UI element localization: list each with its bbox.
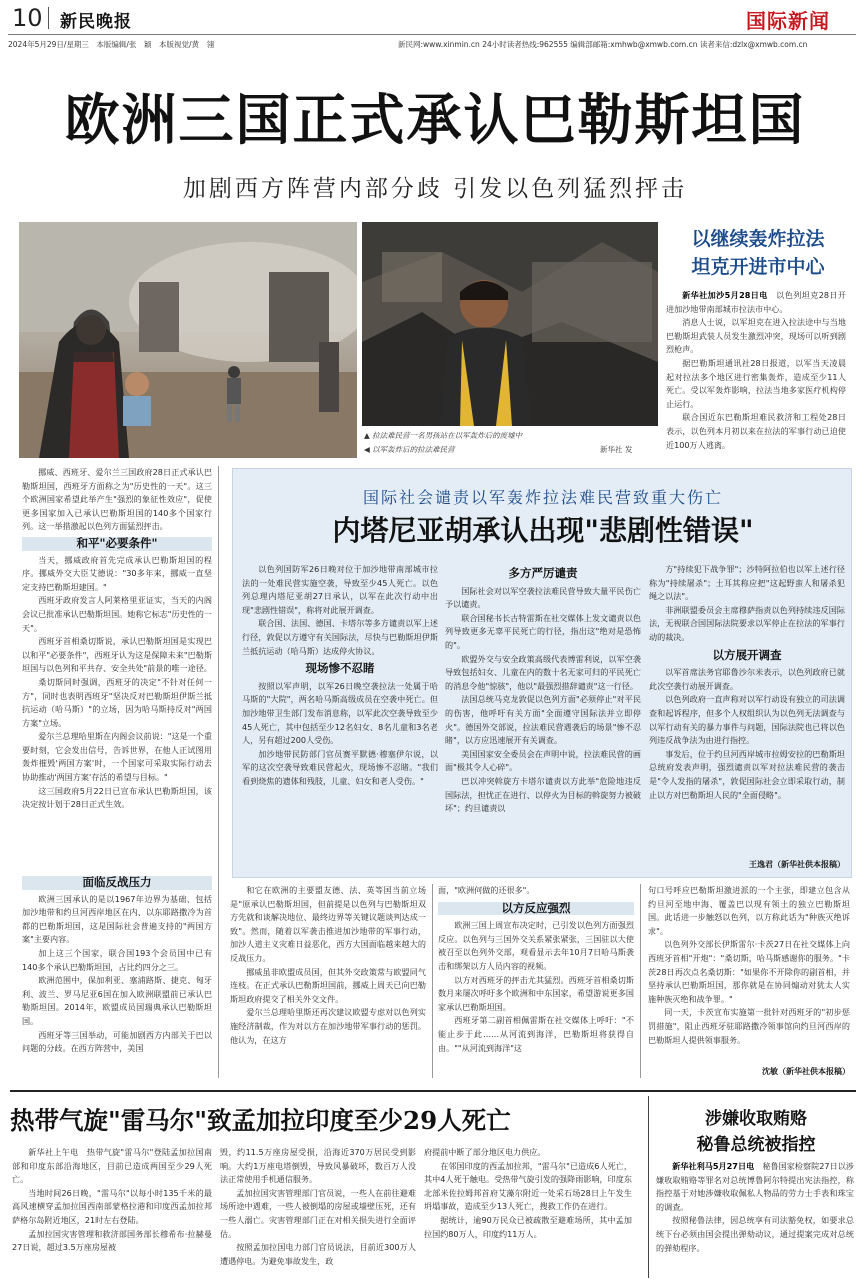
lead-headline: 欧洲三国正式承认巴勒斯坦国 (64, 87, 806, 152)
column-rule (432, 884, 433, 1078)
intro-paragraph: 加上这三个国家，联合国193个会员国中已有140多个承认巴勒斯坦国，占比约四分之三。 (22, 947, 212, 972)
intro-paragraph: 爱尔兰总理哈里斯在内阁会议前说："这是一个重要时刻，它会发出信号，告诉世界，在他人正试图用轰炸摧毁'两国方案'时，一个国家可采取实际行动去协助推动'两国方案'存活的希望与目标。" (22, 731, 212, 783)
page-number: 10 (12, 4, 43, 32)
subhead-investigation: 以方展开调查 (712, 647, 782, 662)
photo-caption-2: ◀ 以军轰炸后的拉法难民营 (364, 445, 455, 454)
peru-headline-1: 涉嫌收取贿赂 (705, 1109, 807, 1129)
subhead-israel-reaction: 以方反应强烈 (438, 902, 634, 916)
netanyahu-paragraph: 以色列政府一直声称对以军行动设有独立的司法调查和起诉程序，但多个人权组织认为以色列无法调查与以军行动有关的暴力事件与问题，国际法院也已将以色列违反战争法为由进行指控。 (649, 694, 845, 746)
netanyahu-paragraph: 加沙地带民防部门官员赛平默德·穆塞伊尔说，以军的这次空袭导致难民营起火，现场惨不忍睹。"我们看到烧焦的遗体和残肢，儿童、妇女和老人受伤。" (242, 748, 438, 786)
netanyahu-paragraph: 巴以冲突斡旋方卡塔尔谴责以方此举"危险地违反国际法，担忧正在进行、以停火为目标的斡旋努力被破坏"；约旦谴责以 (445, 775, 641, 814)
intro-paragraph: 这三国政府5月22日已宣布承认巴勒斯坦国，该决定按计划于28日正式生效。 (22, 785, 212, 810)
cyclone-paragraph: 按照孟加拉国电力部门官员说法，目前近300万人遭遇停电。为避免事故发生，政 (220, 1242, 416, 1266)
refugee-camp-scene (19, 222, 357, 458)
mid-col-2 (230, 884, 426, 1080)
netanyahu-headline: 内塔尼亚胡承认出现"悲剧性错误" (332, 514, 754, 547)
netanyahu-paragraph: 方"持续犯下战争罪"；沙特阿拉伯也以军上述行径称为"持续屠杀"；土耳其称应把"这起野蛮人和屠杀犯绳之以法"。 (649, 564, 845, 602)
netanyahu-paragraph: 按照以军声明，以军26日晚空袭拉法一处属于哈马斯的"大院"，两名哈马斯高级成员在空袭中死亡。但加沙地带卫生部门发布消息称，以军此次空袭导致至少45人死亡，其中包括至少12名妇女、8名儿童和3名老人，另有超过200人受伤。 (242, 680, 438, 746)
mid-paragraph: 挪威虽非欧盟成员国，但其外交政策常与欧盟同气连枝。在正式承认巴勒斯坦国前，挪威上周天已向巴勒斯坦政府提交了相关外交文件。 (230, 966, 426, 1004)
peru-headline-2: 秘鲁总统被指控 (696, 1135, 816, 1155)
subhead-condemn: 多方严厉谴责 (508, 567, 578, 580)
intro-column-lower (22, 876, 212, 1076)
cyclone-paragraph: 据统计，逾90万民众已被疏散至避难场所，其中孟加拉国约80万人，印度约11万人。 (424, 1214, 632, 1239)
netanyahu-paragraph: 以色列国防军26日晚对位于加沙地带南部城市拉法的一处难民营实施空袭，导致至少45人死亡。以色列总理内塔尼亚胡27日承认，以军在此次行动中出现"悲剧性错误"，称将对此展开调查。 (242, 564, 438, 615)
netanyahu-paragraph: 联合国、法国、德国、卡塔尔等多方谴责以军上述行径，敦促以方遵守有关国际法，尽快与巴勒斯坦伊斯兰抵抗运动（哈马斯）达成停火协议。 (242, 618, 438, 656)
netanyahu-col-c (649, 563, 845, 859)
boy-photo (362, 222, 658, 426)
rafah-paragraph: 消息人士说，以军坦克在进入拉法途中与当地巴勒斯坦武装人员发生激烈冲突，现场可以听到剧烈枪声。 (666, 317, 846, 355)
rafah-body (666, 289, 846, 457)
netanyahu-paragraph: 非洲联盟委员会主席穆萨指责以色列持续违反国际法，无视联合国国际法院要求以军停止在拉法的军事行动的裁决。 (649, 604, 845, 642)
lead-subhead: 加剧西方阵营内部分歧 引发以色列猛烈抨击 (182, 176, 688, 202)
netanyahu-kicker: 国际社会谴责以军轰炸拉法难民营致重大伤亡 (362, 488, 723, 507)
intro-paragraph: 欧洲范围中，保加利亚、塞浦路斯、捷克、匈牙利、波兰、罗马尼亚6国在加入欧洲联盟前已承认巴勒斯坦国。2014年，欧盟成员国瑞典承认巴勒斯坦国。 (22, 975, 212, 1026)
column-rule (648, 1096, 649, 1278)
netanyahu-col-b (445, 567, 641, 875)
intro-paragraph: 挪威、西班牙、爱尔兰三国政府28日正式承认巴勒斯坦国，西班牙方面称之为"历史性的一天"。这三个欧洲国家希望此举产生"强烈的象征性效应"，促使更多国家加入已承认巴勒斯坦国的140多个国家行列。这一举措激起以色列方面猛烈抨击。 (22, 467, 212, 532)
column-rule (640, 884, 641, 1078)
rafah-headline-2: 坦克开进市中心 (691, 256, 825, 278)
intro-paragraph: 桑切斯同时强调，西班牙的决定"不针对任何一方"，同时也表明西班牙"坚决反对巴勒斯坦伊斯兰抵抗运动（哈马斯）"的立场，因为哈马斯持反对"两国方案"立场。 (22, 676, 212, 728)
netanyahu-col-a (242, 563, 438, 875)
mid-paragraph: 爱尔兰总理哈里斯还再次建议欧盟专虑对以色列实施经济制裁，作为对以方在加沙地带军事行动的惩罚。他认为，在这方 (230, 1007, 426, 1045)
intro-paragraph: 西班牙首相桑切斯说，承认巴勒斯坦国是实现巴以和平"必要条件"，西班牙认为这是保障未来"巴勒斯坦国与以色列和平共存、安全共处"前景的唯一途径。 (22, 636, 212, 674)
refugee-camp-photo (19, 222, 357, 458)
photo-credit: 新华社 发 (600, 445, 633, 454)
intro-paragraph: 西班牙政府发言人阿莱格里亚证实，当天的内阁会议已批准承认巴勒斯坦国。她称它标志"历史性的一天"。 (22, 595, 212, 633)
peru-body (656, 1160, 854, 1278)
mid-paragraph: 以色列外交部长伊斯雷尔·卡茨27日在社交媒体上向西班牙首相"开炮"："桑切斯，哈马斯感谢你的服务。"卡茨28日再次点名桑切斯："如果你不开除你的副首相，并坚持承认巴勒斯坦国，那你就是在协同煽动对犹太人实施种族灭绝和战争罪。" (648, 939, 850, 1004)
section-rule (10, 1090, 856, 1092)
cyclone-col-1 (12, 1146, 212, 1278)
mid-signature: 沈敏（新华社供本报稿） (762, 1067, 850, 1076)
masthead-rule (8, 34, 856, 35)
mid-paragraph: 句口号呼应巴勒斯坦激进派的一个主张，即建立包含从约旦河至地中海、覆盖巴以现有领土的独立巴勒斯坦国。此话进一步触怒以色列，以方称此话为"种族灭绝诉求"。 (648, 885, 850, 936)
netanyahu-paragraph: 以军首席法务官耶鲁沙尔米表示，以色列政府已就此次空袭行动展开调查。 (649, 667, 845, 691)
peru-paragraph: 秘鲁国家检察院27日以涉嫌收取贿赂等罪名对总统博鲁阿尔特提出宪法指控，称指控基于对她涉嫌收取佩私人物品的劳力士手表和珠宝的调查。 (656, 1161, 854, 1212)
rafah-paragraph: 以色列坦克28日开进加沙地带南部城市拉法市中心。 (666, 290, 846, 314)
netanyahu-paragraph: 联合国秘书长古特雷斯在社交媒体上发文谴责以色列导致更多无辜平民死亡的行径，指出这"绝对是恐怖的"。 (445, 612, 641, 650)
peru-paragraph: 按照秘鲁法律，因总统享有司法豁免权，如要求总统下台必须由国会提出弹劾动议，通过提案完成对总统的弹劾程序。 (656, 1215, 854, 1253)
rafah-byline: 新华社加沙5月28日电 (682, 290, 768, 300)
rafah-headline-1: 以继续轰炸拉法 (691, 228, 825, 250)
peru-byline: 新华社利马5月27日电 (672, 1161, 755, 1171)
mid-paragraph: 和它在欧洲的主要盟友德、法、英等国当前立场是"原承认巴勒斯坦国，但前提是以色列与巴勒斯坦双方先就和谈解决地位、最终边界等关键议题谈判达成一致"。然而，随着以军袭击推进加沙地带的军事行动，加沙人道主义灾难日益恶化，西方大国面临越来越大的反战压力。 (230, 885, 426, 963)
page-number-divider (48, 7, 49, 29)
intro-paragraph: 西班牙等三国举动，可能加剧西方内部关于巴以问题的分歧。在西方阵营中，美国 (22, 1029, 212, 1054)
cyclone-paragraph: 在邻国印度的西孟加拉邦，"雷马尔"已造成6人死亡，其中4人死于触电。受热带气旋引发的强降雨影响，印度东北部米佐拉姆邦首府艾藻尔附近一处采石场28日上午发生坍塌事故，造成至少13人死亡，搜救工作仍在进行。 (424, 1160, 632, 1212)
subhead-scene: 现场惨不忍睹 (305, 661, 375, 676)
mid-col-4 (648, 884, 850, 1064)
rafah-paragraph: 据巴勒斯坦通讯社28日报道，以军当天凌晨起对拉法多个地区进行密集轰炸，造成至少11人死亡。受以军轰炸影响，拉法当地多家医疗机构停止运行。 (666, 357, 846, 409)
rafah-paragraph: 联合国近东巴勒斯坦难民救济和工程处28日表示，以色列本月初以来在拉法的军事行动已迫使近100万人逃离。 (666, 412, 846, 450)
paper-logo: 新民晚报 (60, 12, 132, 32)
intro-paragraph: 欧洲三国承认的是以1967年边界为基础、包括加沙地带和约旦河西岸地区在内、以东耶路撒冷为首都的巴勒斯坦国，这是国际社会普遍支持的"两国方案"主要内容。 (22, 893, 212, 945)
mid-paragraph: 欧洲三国上周宣布决定时，已引发以色列方面强烈反应。以色列与三国外交关系紧张紧张，三国驻以大使被召至以色列外交部，观看显示去年10月7日哈马斯袭击和绑架以方人员内容的视频。 (438, 920, 634, 971)
mid-paragraph: 面，"欧洲何做的还很多"。 (438, 885, 535, 895)
cyclone-paragraph: 孟加拉国灾害管理部门官员说，一些人在前往避难场所途中遇难，一些人被倒塌的房屋或墙壁压死，还有一些人溺亡。灾害管理部门正在对相关损失进行全面评估。 (220, 1187, 416, 1239)
netanyahu-paragraph: 国际社会对以军空袭拉法难民营导致大量平民伤亡予以谴责。 (445, 585, 641, 610)
contact-line: 新民网:www.xinmin.cn 24小时读者热线:962555 编辑部邮箱:xmhwb@xmwb.com.cn 读者来信:dzlx@xmwb.com.cn (398, 40, 808, 49)
cyclone-paragraph: 当地时间26日晚，"雷马尔"以每小时135千米的最高风速横穿孟加拉国西南部蒙格拉港和印度西孟加拉邦萨格尔岛附近地区，21时左右登陆。 (12, 1187, 212, 1225)
netanyahu-paragraph: 美国国家安全委员会在声明中说，拉法难民营的画面"极其令人心碎"。 (445, 748, 641, 773)
section-title: 国际新闻 (746, 9, 830, 33)
cyclone-headline: 热带气旋"雷马尔"致孟加拉印度至少29人死亡 (10, 1106, 511, 1135)
cyclone-paragraph: 毁，约11.5万座房屋受损，沿海近370万居民受到影响。大约1万座电塔倒毁，导致风暴破坏，数百万人没法正常使用手机通信服务。 (220, 1147, 416, 1185)
date-line: 2024年5月29日/星期三 本版编辑/张 颖 本版视觉/黄 翎 (8, 40, 214, 49)
cyclone-paragraph: 孟加拉国灾害管理和救济部国务部长穆希布·拉赫曼27日说，超过3.5万座房屋被 (12, 1228, 212, 1253)
mid-paragraph: 西班牙第二副首相佩雷斯在社交媒体上呼吁："不能止步于此……从河流到海洋，巴勒斯坦将获得自由。""从河流到海洋"这 (438, 1015, 634, 1053)
mid-paragraph: 同一天，卡茨宣布实施第一批针对西班牙的"初步惩罚措施"，阻止西班牙驻耶路撒冷领事馆向约旦河西岸的巴勒斯坦人提供领事服务。 (648, 1007, 850, 1045)
cyclone-col-3 (424, 1146, 632, 1278)
mid-col-3 (438, 884, 634, 1080)
column-rule (218, 466, 219, 1078)
boy-in-rubble-scene (362, 222, 658, 426)
cyclone-paragraph: 新华社上午电 热带气旋"雷马尔"登陆孟加拉国南部和印度东部沿海地区，目前已造成两国至少29人死亡。 (12, 1147, 212, 1185)
netanyahu-signature: 王逸君（新华社供本报稿） (749, 860, 845, 869)
netanyahu-paragraph: 法国总统马克龙敦促以色列方面"必须停止"对平民的伤害，他呼吁有关方面"全面遵守国际法并立即停火"。德国外交部说，拉法难民营遇袭后的场景"惨不忍睹"，以方应迅速展开有关调查。 (445, 694, 641, 746)
intro-paragraph: 当天，挪威政府首先完成承认巴勒斯坦国的程序。挪威外交大臣艾德说："30多年来，挪威一直坚定支持巴勒斯坦建国。" (22, 554, 212, 592)
netanyahu-story-box (232, 468, 852, 878)
cyclone-paragraph: 府提前中断了部分地区电力供应。 (424, 1147, 546, 1157)
intro-subhead-pressure: 面临反战压力 (22, 876, 212, 890)
mid-paragraph: 以方对西班牙的抨击尤其猛烈。西班牙首相桑切斯数月来屡次呼吁多个欧洲和中东国家，希望游说更多国家承认巴勒斯坦国。 (438, 974, 634, 1012)
intro-subhead-peace: 和平"必要条件" (22, 537, 212, 551)
netanyahu-paragraph: 事发后，位于约旦河西岸城市拉姆安拉的巴勒斯坦总统府发表声明，强烈谴责以军对拉法难民营的袭击是"令人发指的屠杀"，敦促国际社会立即采取行动，制止以方对巴勒斯坦人民的"全面侵略"。 (649, 748, 845, 800)
masthead (0, 0, 865, 52)
intro-column (22, 466, 212, 876)
photo-caption-1: ▲ 拉法难民营一名男孩站在以军轰炸后的废墟中 (364, 431, 523, 440)
cyclone-col-2 (220, 1146, 416, 1278)
netanyahu-paragraph: 欧盟外交与安全政策高级代表博雷利说，以军空袭导致包括妇女、儿童在内的数十名无家可归的平民死亡的消息令他"惊骇"，他以"最强烈措辞谴责"这一行径。 (445, 653, 641, 691)
